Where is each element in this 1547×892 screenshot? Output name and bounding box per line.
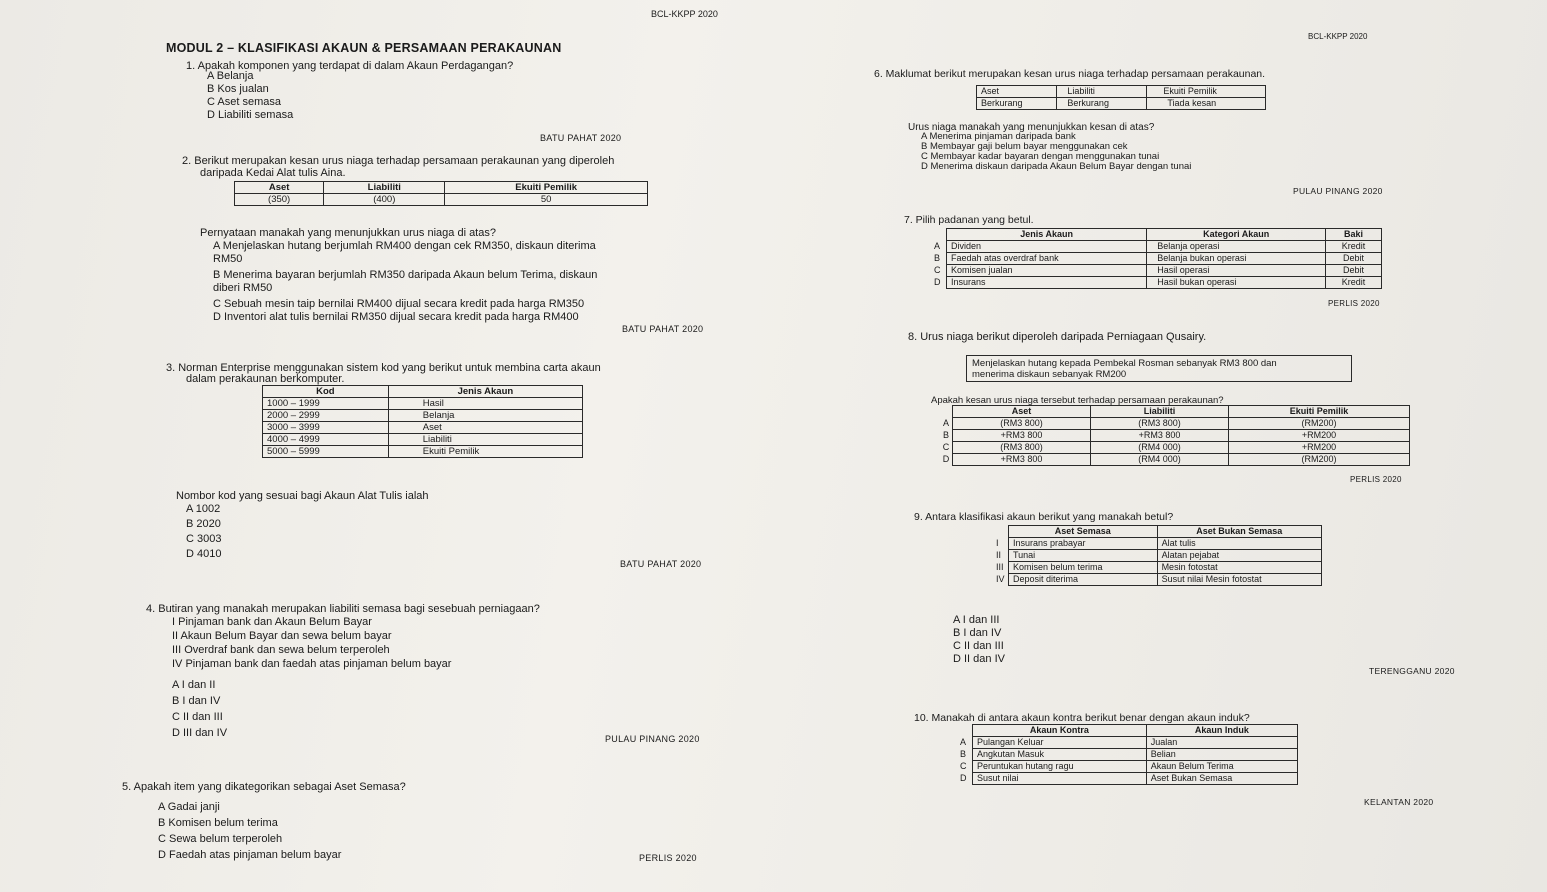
q6-source: PULAU PINANG 2020 <box>1293 186 1383 196</box>
q6-cell-aset: Berkurang <box>977 98 1057 110</box>
q7-cell-baki: Kredit <box>1326 277 1382 289</box>
q3-cell-jenis: Aset <box>388 422 582 434</box>
q3-header-kod: Kod <box>263 386 389 398</box>
q3-option-d: D 4010 <box>186 548 222 560</box>
q7-cell-jenis: Dividen <box>947 241 1147 253</box>
q10-cell-kontra: Angkutan Masuk <box>973 749 1147 761</box>
q7-cell-baki: Debit <box>1326 253 1382 265</box>
q2-cell-ekuiti: 50 <box>445 194 648 206</box>
q5-option-c: C Sewa belum terperoleh <box>158 833 283 845</box>
q6-option-c: C Membayar kadar bayaran dengan menggunakan tunai <box>921 151 1160 162</box>
q10-row-letter: A <box>960 737 967 747</box>
q2-header-aset: Aset <box>235 182 324 194</box>
q6-option-a: A Menerima pinjaman daripada bank <box>921 131 1076 142</box>
q8-cell-ekuiti: +RM200 <box>1229 442 1410 454</box>
q4-question: 4. Butiran yang manakah merupakan liabiliti semasa bagi sesebuah perniagaan? <box>146 603 540 615</box>
q8-header-liabiliti: Liabiliti <box>1091 406 1229 418</box>
q10-cell-induk: Jualan <box>1146 737 1297 749</box>
q3-option-c: C 3003 <box>186 533 222 545</box>
q1-option-c: C Aset semasa <box>207 96 281 108</box>
q4-option-b: B I dan IV <box>172 695 221 707</box>
q9-source: TERENGGANU 2020 <box>1369 666 1455 676</box>
q4-item-4: IV Pinjaman bank dan faedah atas pinjaman belum bayar <box>172 658 452 670</box>
q2-option-b: B Menerima bayaran berjumlah RM350 daripada Akaun belum Terima, diskaun <box>213 269 598 281</box>
q9-cell-bukan-semasa: Susut nilai Mesin fotostat <box>1157 574 1321 586</box>
q8-cell-liabiliti: (RM4 000) <box>1091 454 1229 466</box>
q3-option-a: A 1002 <box>186 503 221 515</box>
q10-header-induk: Akaun Induk <box>1146 725 1297 737</box>
q2-option-b-cont: diberi RM50 <box>213 282 273 294</box>
q4-option-c: C II dan III <box>172 711 223 723</box>
q5-options <box>158 801 341 862</box>
q9-row-numeral: I <box>996 538 999 548</box>
q1-question: 1. Apakah komponen yang terdapat di dalam Akaun Perdagangan? <box>186 60 514 72</box>
q4-option-a: A I dan II <box>172 679 216 691</box>
q2-source: BATU PAHAT 2020 <box>622 324 704 334</box>
q8-cell-liabiliti: (RM4 000) <box>1091 442 1229 454</box>
q9-header-bukan-semasa: Aset Bukan Semasa <box>1157 526 1321 538</box>
q8-transaction-box <box>966 355 1352 382</box>
q7-table <box>934 228 1382 289</box>
q7-header-kategori: Kategori Akaun <box>1147 229 1326 241</box>
q2-prompt: Pernyataan manakah yang menunjukkan urus niaga di atas? <box>200 227 496 239</box>
q6-cell-liabiliti: Berkurang <box>1057 98 1147 110</box>
q3-cell-jenis: Hasil <box>388 398 582 410</box>
q6-options <box>921 132 1191 172</box>
q3-option-b: B 2020 <box>186 518 221 530</box>
q3-question-line2: dalam perakaunan berkomputer. <box>186 373 345 385</box>
q4-item-1: I Pinjaman bank dan Akaun Belum Bayar <box>172 616 372 628</box>
q1-source: BATU PAHAT 2020 <box>540 133 622 143</box>
q2-question-line2: daripada Kedai Alat tulis Aina. <box>200 167 346 179</box>
q10-row-letter: C <box>960 761 967 771</box>
q9-option-d: D II dan IV <box>953 653 1005 665</box>
q1-option-a: A Belanja <box>207 70 254 82</box>
q2-header-liabiliti: Liabiliti <box>324 182 445 194</box>
q8-cell-ekuiti: +RM200 <box>1229 430 1410 442</box>
q1-option-b: B Kos jualan <box>207 83 269 95</box>
q8-cell-aset: +RM3 800 <box>953 454 1091 466</box>
q7-cell-kategori: Hasil bukan operasi <box>1147 277 1326 289</box>
q7-cell-baki: Kredit <box>1326 241 1382 253</box>
q6-header-liabiliti: Liabiliti <box>1057 86 1147 98</box>
q7-cell-jenis: Faedah atas overdraf bank <box>947 253 1147 265</box>
q8-prompt: Apakah kesan urus niaga tersebut terhadap persamaan perakaunan? <box>931 395 1224 406</box>
q10-cell-kontra: Pulangan Keluar <box>973 737 1147 749</box>
q9-cell-bukan-semasa: Alat tulis <box>1157 538 1321 550</box>
q8-cell-liabiliti: +RM3 800 <box>1091 430 1229 442</box>
q8-row-letter: B <box>942 430 949 440</box>
q10-header-kontra: Akaun Kontra <box>973 725 1147 737</box>
q5-source: PERLIS 2020 <box>639 853 697 863</box>
q9-option-c: C II dan III <box>953 640 1004 652</box>
q7-question: 7. Pilih padanan yang betul. <box>904 214 1034 226</box>
q9-row-numeral: II <box>996 550 1002 560</box>
q8-cell-aset: (RM3 800) <box>953 418 1091 430</box>
q2-cell-aset: (350) <box>235 194 324 206</box>
q8-row-letter: A <box>942 418 949 428</box>
q2-question: 2. Berikut merupakan kesan urus niaga terhadap persamaan perakaunan yang diperoleh <box>182 155 615 167</box>
q5-option-b: B Komisen belum terima <box>158 817 278 829</box>
q9-cell-bukan-semasa: Mesin fotostat <box>1157 562 1321 574</box>
q9-options <box>953 614 1005 666</box>
q8-cell-ekuiti: (RM200) <box>1229 418 1410 430</box>
page-code-right: BCL-KKPP 2020 <box>1308 32 1368 41</box>
q10-cell-kontra: Peruntukan hutang ragu <box>973 761 1147 773</box>
q10-source: KELANTAN 2020 <box>1364 797 1434 807</box>
q3-cell-kod: 4000 – 4999 <box>263 434 389 446</box>
q2-header-ekuiti: Ekuiti Pemilik <box>445 182 648 194</box>
q2-option-d: D Inventori alat tulis bernilai RM350 dijual secara kredit pada harga RM400 <box>213 311 579 323</box>
q10-cell-kontra: Susut nilai <box>973 773 1147 785</box>
q3-options <box>186 503 221 561</box>
q9-row-numeral: III <box>996 562 1004 572</box>
q4-options <box>172 679 227 740</box>
q3-source: BATU PAHAT 2020 <box>620 559 702 569</box>
q7-row-letter: C <box>934 265 941 275</box>
q10-cell-induk: Akaun Belum Terima <box>1146 761 1297 773</box>
q8-row-letter: C <box>942 442 950 452</box>
q5-option-a: A Gadai janji <box>158 801 220 813</box>
q8-table <box>940 405 1410 466</box>
q7-row-letter: D <box>934 277 941 287</box>
q4-source: PULAU PINANG 2020 <box>605 734 700 744</box>
q6-header-ekuiti: Ekuiti Pemilik <box>1147 86 1266 98</box>
q9-cell-bukan-semasa: Alatan pejabat <box>1157 550 1321 562</box>
q10-cell-induk: Aset Bukan Semasa <box>1146 773 1297 785</box>
q2-options <box>213 240 597 324</box>
q3-cell-jenis: Belanja <box>388 410 582 422</box>
q9-cell-semasa: Insurans prabayar <box>1009 538 1158 550</box>
q6-prompt: Urus niaga manakah yang menunjukkan kesan di atas? <box>908 122 1155 133</box>
q9-table <box>996 525 1322 586</box>
q3-cell-kod: 3000 – 3999 <box>263 422 389 434</box>
q7-source: PERLIS 2020 <box>1328 299 1380 308</box>
q7-cell-baki: Debit <box>1326 265 1382 277</box>
q9-option-b: B I dan IV <box>953 627 1002 639</box>
module-title: MODUL 2 – KLASIFIKASI AKAUN & PERSAMAAN PERAKAUNAN <box>166 41 562 55</box>
q8-question: 8. Urus niaga berikut diperoleh daripada Perniagaan Qusairy. <box>908 331 1207 343</box>
q9-row-numeral: IV <box>996 574 1005 584</box>
q6-table <box>976 85 1266 110</box>
page-code-top: BCL-KKPP 2020 <box>651 9 718 19</box>
q7-cell-kategori: Belanja operasi <box>1147 241 1326 253</box>
q8-cell-aset: (RM3 800) <box>953 442 1091 454</box>
q2-option-a: A Menjelaskan hutang berjumlah RM400 dengan cek RM350, diskaun diterima <box>213 240 596 252</box>
q8-transaction-line2: menerima diskaun sebanyak RM200 <box>972 369 1127 380</box>
q9-cell-semasa: Deposit diterima <box>1009 574 1158 586</box>
q7-row-letter: B <box>934 253 941 263</box>
q3-cell-kod: 5000 – 5999 <box>263 446 389 458</box>
q3-cell-jenis: Liabiliti <box>388 434 582 446</box>
q9-header-semasa: Aset Semasa <box>1009 526 1158 538</box>
q3-header-jenis: Jenis Akaun <box>388 386 582 398</box>
q4-item-3: III Overdraf bank dan sewa belum terperoleh <box>172 644 390 656</box>
q10-cell-induk: Belian <box>1146 749 1297 761</box>
q10-row-letter: D <box>960 773 967 783</box>
q6-option-d: D Menerima diskaun daripada Akaun Belum Bayar dengan tunai <box>921 161 1192 172</box>
q6-header-aset: Aset <box>977 86 1057 98</box>
q3-cell-kod: 1000 – 1999 <box>263 398 389 410</box>
q2-option-a-cont: RM50 <box>213 253 243 265</box>
q8-source: PERLIS 2020 <box>1350 475 1402 484</box>
q6-cell-ekuiti: Tiada kesan <box>1147 98 1266 110</box>
q3-cell-kod: 2000 – 2999 <box>263 410 389 422</box>
q8-cell-ekuiti: (RM200) <box>1229 454 1410 466</box>
q9-question: 9. Antara klasifikasi akaun berikut yang manakah betul? <box>914 511 1174 523</box>
q3-cell-jenis: Ekuiti Pemilik <box>388 446 582 458</box>
q9-cell-semasa: Komisen belum terima <box>1009 562 1158 574</box>
q8-row-letter: D <box>942 454 950 464</box>
q9-option-a: A I dan III <box>953 614 1000 626</box>
q8-header-aset: Aset <box>953 406 1091 418</box>
q5-option-d: D Faedah atas pinjaman belum bayar <box>158 849 342 861</box>
q4-item-2: II Akaun Belum Bayar dan sewa belum bayar <box>172 630 392 642</box>
q9-cell-semasa: Tunai <box>1009 550 1158 562</box>
q1-options <box>207 70 293 122</box>
q7-header-baki: Baki <box>1326 229 1382 241</box>
q7-cell-jenis: Komisen jualan <box>947 265 1147 277</box>
q7-cell-kategori: Belanja bukan operasi <box>1147 253 1326 265</box>
q6-option-b: B Membayar gaji belum bayar menggunakan cek <box>921 141 1128 152</box>
q2-table <box>234 181 648 206</box>
q7-cell-kategori: Hasil operasi <box>1147 265 1326 277</box>
q4-items <box>172 616 451 671</box>
q4-option-d: D III dan IV <box>172 727 228 739</box>
q8-cell-aset: +RM3 800 <box>953 430 1091 442</box>
q10-row-letter: B <box>960 749 967 759</box>
q3-prompt: Nombor kod yang sesuai bagi Akaun Alat Tulis ialah <box>176 490 429 502</box>
q8-header-ekuiti: Ekuiti Pemilik <box>1229 406 1410 418</box>
q2-option-c: C Sebuah mesin taip bernilai RM400 dijual secara kredit pada harga RM350 <box>213 298 585 310</box>
q5-question: 5. Apakah item yang dikategorikan sebagai Aset Semasa? <box>122 781 406 793</box>
q3-question: 3. Norman Enterprise menggunakan sistem kod yang berikut untuk membina carta akaun <box>166 362 601 374</box>
q8-transaction-line1: Menjelaskan hutang kepada Pembekal Rosman sebanyak RM3 800 dan <box>972 358 1277 369</box>
q7-cell-jenis: Insurans <box>947 277 1147 289</box>
q10-table <box>960 724 1298 785</box>
q7-row-letter: A <box>934 241 941 251</box>
q8-cell-liabiliti: (RM3 800) <box>1091 418 1229 430</box>
q10-question: 10. Manakah di antara akaun kontra berikut benar dengan akaun induk? <box>914 712 1250 724</box>
q6-question: 6. Maklumat berikut merupakan kesan urus niaga terhadap persamaan perakaunan. <box>874 68 1266 80</box>
q3-table <box>262 385 583 458</box>
q1-option-d: D Liabiliti semasa <box>207 109 294 121</box>
q2-cell-liabiliti: (400) <box>324 194 445 206</box>
q7-header-jenis: Jenis Akaun <box>947 229 1147 241</box>
